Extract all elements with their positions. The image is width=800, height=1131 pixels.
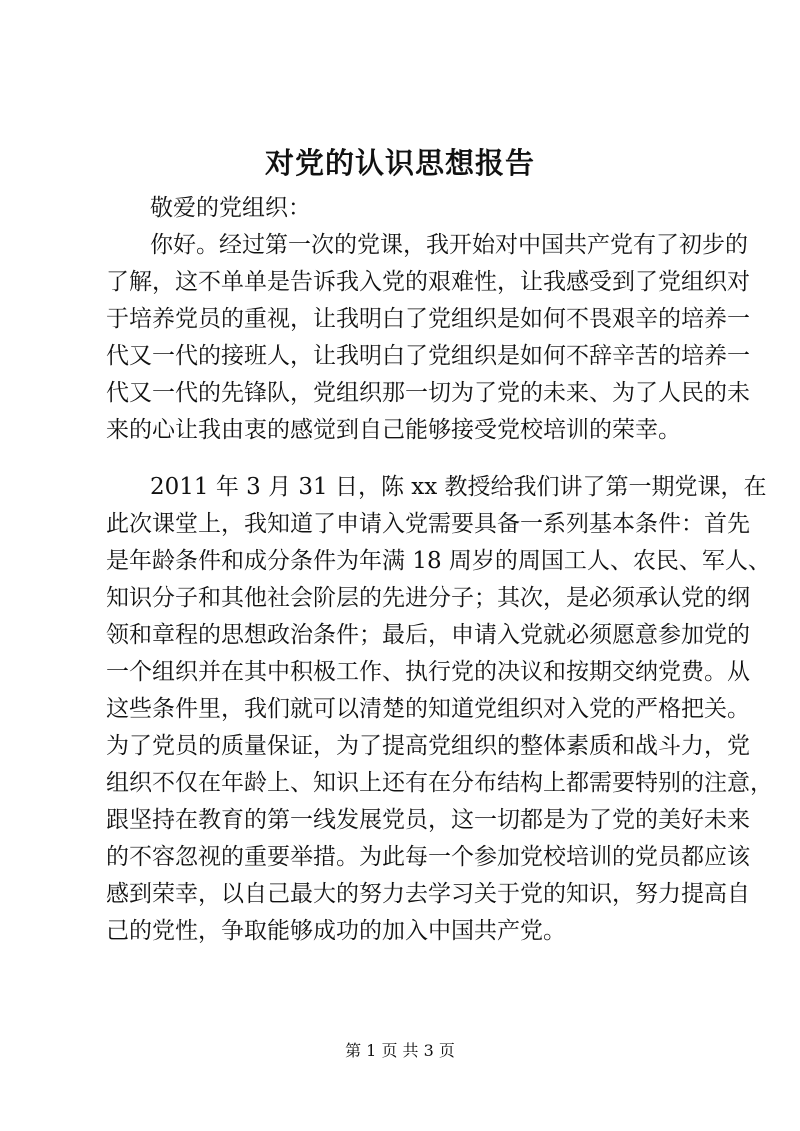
body-line: 己的党性，争取能够成功的加入中国共产党。	[106, 918, 566, 944]
body-line: 代又一代的接班人，让我明白了党组织是如何不辞辛苦的培养一	[106, 343, 750, 369]
body-line: 跟坚持在教育的第一线发展党员，这一切都是为了党的美好未来	[106, 807, 750, 833]
body-line: 了解，这不单单是告诉我入党的艰难性，让我感受到了党组织对	[106, 269, 750, 295]
body-line: 这些条件里，我们就可以清楚的知道党组织对入党的严格把关。	[106, 696, 750, 722]
document-title: 对党的认识思想报告	[264, 146, 535, 180]
page-number: 第 1 页 共 3 页	[345, 1041, 455, 1060]
body-line: 组织不仅在年龄上、知识上还有在分布结构上都需要特别的注意，	[106, 770, 773, 796]
salutation-line: 敬爱的党组织：	[150, 195, 311, 221]
body-line: 于培养党员的重视，让我明白了党组织是如何不畏艰辛的培养一	[106, 306, 750, 332]
body-line: 你好。经过第一次的党课，我开始对中国共产党有了初步的	[150, 232, 748, 258]
body-line: 是年龄条件和成分条件为年满 18 周岁的周国工人、农民、军人、	[106, 548, 771, 574]
body-line: 此次课堂上，我知道了申请入党需要具备一系列基本条件：首先	[106, 511, 750, 537]
body-line: 感到荣幸，以自己最大的努力去学习关于党的知识，努力提高自	[106, 881, 750, 907]
body-line: 领和章程的思想政治条件；最后，申请入党就必须愿意参加党的	[106, 622, 750, 648]
body-line: 2011 年 3 月 31 日，陈 xx 教授给我们讲了第一期党课，在	[150, 474, 767, 500]
body-line: 代又一代的先锋队，党组织那一切为了党的未来、为了人民的未	[106, 380, 750, 406]
body-line: 的不容忽视的重要举措。为此每一个参加党校培训的党员都应该	[106, 844, 750, 870]
body-line: 一个组织并在其中积极工作、执行党的决议和按期交纳党费。从	[106, 659, 750, 685]
body-line: 为了党员的质量保证，为了提高党组织的整体素质和战斗力，党	[106, 733, 750, 759]
body-line: 知识分子和其他社会阶层的先进分子；其次，是必须承认党的纲	[106, 585, 750, 611]
body-line: 来的心让我由衷的感觉到自己能够接受党校培训的荣幸。	[106, 417, 681, 443]
